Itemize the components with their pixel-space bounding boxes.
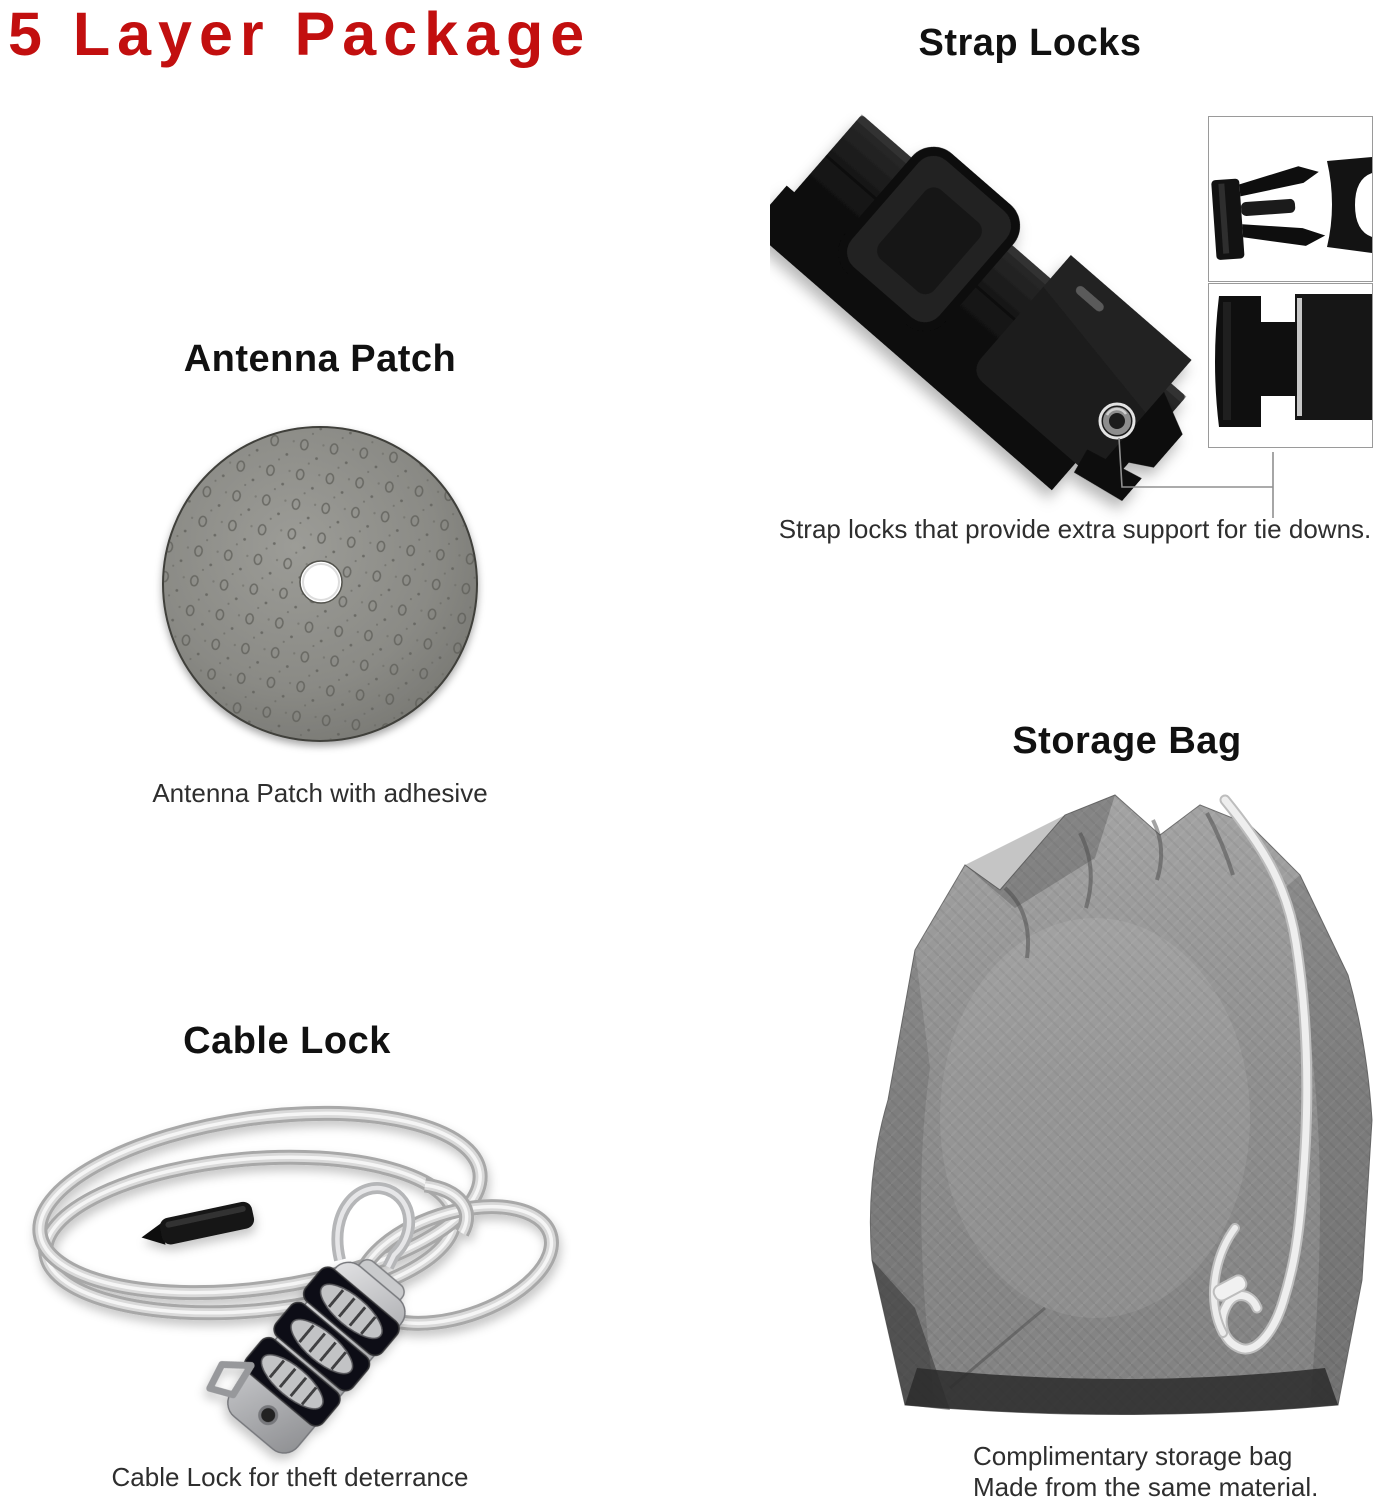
buckle-open-icon	[1209, 117, 1372, 281]
antenna-patch-caption: Antenna Patch with adhesive	[152, 778, 488, 808]
buckle-closed-icon	[1209, 284, 1372, 447]
antenna-patch-heading: Antenna Patch	[183, 338, 457, 380]
storage-bag-photo	[855, 788, 1385, 1418]
strap-locks-heading: Strap Locks	[918, 22, 1142, 64]
strap-band	[770, 95, 1223, 531]
cable-lock-photo	[10, 1085, 590, 1485]
drawstring-bag	[870, 795, 1372, 1415]
strap-buckle-inset-closed	[1208, 283, 1373, 448]
strap-buckle-inset-open	[1208, 116, 1373, 282]
antenna-disc	[163, 427, 477, 741]
storage-bag-caption	[973, 1441, 1393, 1500]
storage-bag-caption-line2: Made from the same material.	[973, 1472, 1319, 1500]
storage-bag-caption-line1: Complimentary storage bag	[973, 1441, 1293, 1471]
disc-center-hole	[300, 561, 342, 603]
cable-ferrule	[139, 1200, 256, 1250]
storage-bag-heading: Storage Bag	[1012, 720, 1242, 762]
page-title: 5 Layer Package	[8, 0, 592, 68]
cable-lock-caption: Cable Lock for theft deterrance	[111, 1462, 469, 1492]
strap-locks-caption: Strap locks that provide extra support for tie downs.	[778, 514, 1372, 544]
cable-lock-heading: Cable Lock	[183, 1020, 391, 1062]
antenna-patch-photo	[150, 415, 490, 755]
